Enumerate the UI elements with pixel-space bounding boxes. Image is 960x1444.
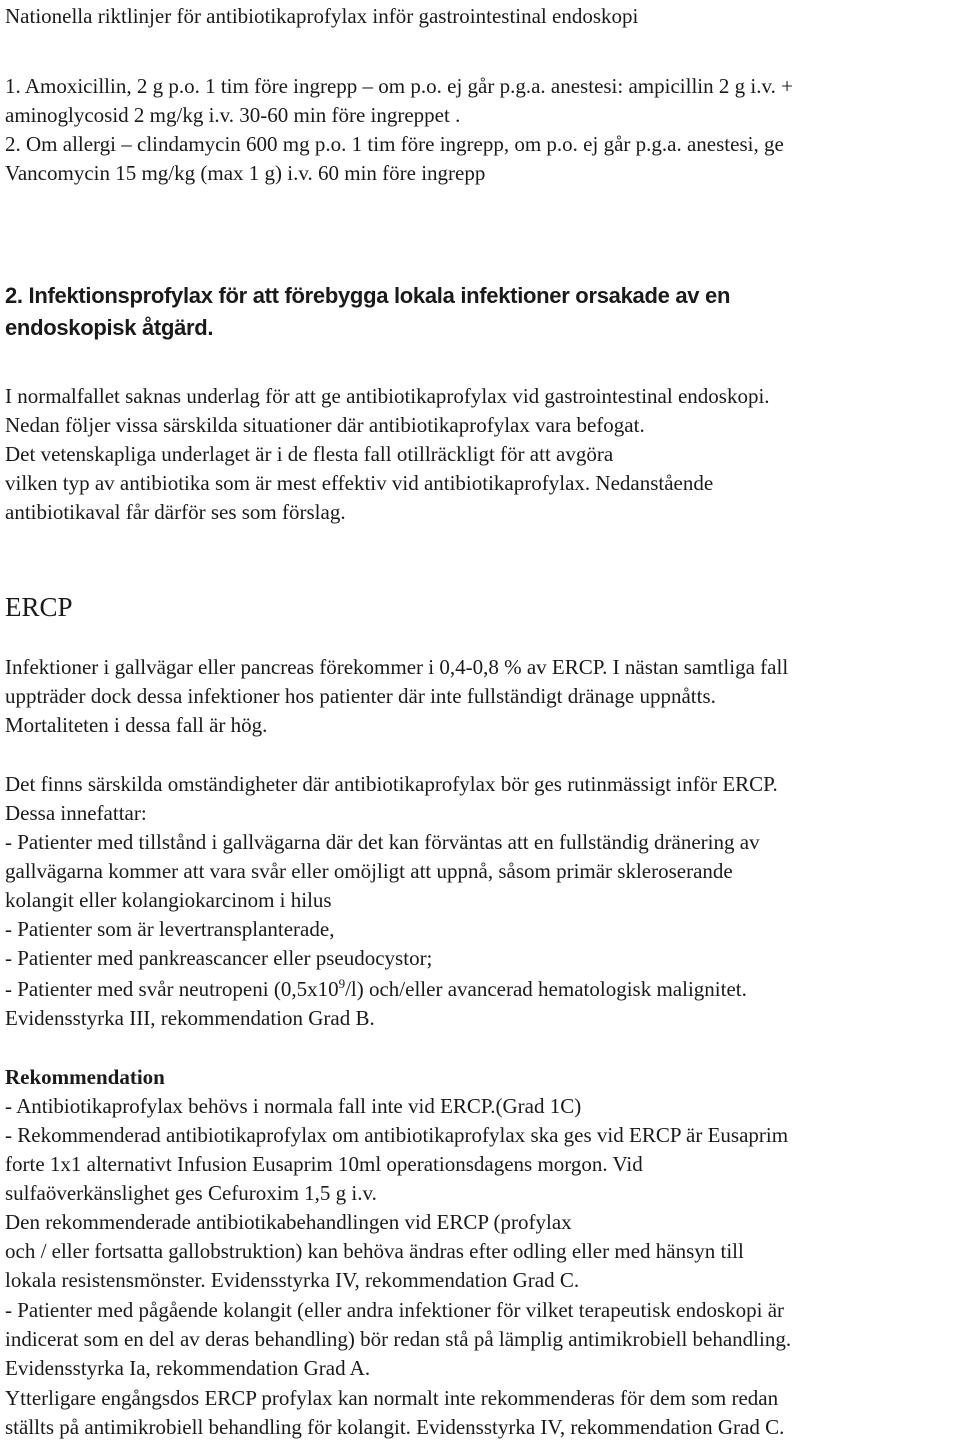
ercp-neutropenia-line bbox=[5, 975, 747, 1003]
recommendation-line-7: lokala resistensmönster. Evidensstyrka IV, rekommendation Grad C. bbox=[5, 1268, 580, 1292]
ercp-heading: ERCP bbox=[5, 592, 73, 622]
section-2-heading-line-2: endoskopisk åtgärd. bbox=[5, 315, 214, 340]
ercp-intro-line-2: uppträder dock dessa infektioner hos patienter där inte fullständigt dränage uppnåtts. bbox=[5, 684, 716, 708]
recommendation-line-12: ställts på antimikrobiell behandling för kolangit. Evidensstyrka IV, rekommendation Grad C. bbox=[5, 1415, 785, 1439]
recommendation-line-6: och / eller fortsatta gallobstruktion) kan behöva ändras efter odling eller med hänsyn till bbox=[5, 1239, 744, 1263]
recommendation-line-1: - Antibiotikaprofylax behövs i normala fall inte vid ERCP.(Grad 1C) bbox=[5, 1094, 582, 1118]
recommendation-line-10: Evidensstyrka Ia, rekommendation Grad A. bbox=[5, 1356, 371, 1380]
ercp-circumstance-line-3: - Patienter med tillstånd i gallvägarna där det kan förväntas att en fullständig dränering av bbox=[5, 830, 760, 854]
recommendation-line-2: - Rekommenderad antibiotikaprofylax om antibiotikaprofylax ska ges vid ERCP är Eusaprim bbox=[5, 1123, 789, 1147]
recommendation-line-11: Ytterligare engångsdos ERCP profylax kan normalt inte rekommenderas för dem som redan bbox=[5, 1386, 779, 1410]
neutropenia-text-after: /l) och/eller avancerad hematologisk malignitet. bbox=[345, 977, 747, 1001]
recommendation-line-8: - Patienter med pågående kolangit (eller andra infektioner för vilket terapeutisk endoskopi är bbox=[5, 1298, 785, 1322]
ercp-circumstance-line-1: Det finns särskilda omständigheter där antibiotikaprofylax bör ges rutinmässigt inför ERCP. bbox=[5, 772, 778, 796]
neutropenia-text-before: - Patienter med svår neutropeni (0,5x10 bbox=[5, 977, 339, 1001]
recommendation-heading: Rekommendation bbox=[5, 1065, 165, 1089]
ercp-intro-line-1: Infektioner i gallvägar eller pancreas förekommer i 0,4-0,8 % av ERCP. I nästan samtliga fall bbox=[5, 655, 789, 679]
ercp-circumstance-line-7: - Patienter med pankreascancer eller pseudocystor; bbox=[5, 946, 433, 970]
ercp-circumstance-line-2: Dessa innefattar: bbox=[5, 801, 147, 825]
recommendation-line-5: Den rekommenderade antibiotikabehandlingen vid ERCP (profylax bbox=[5, 1210, 572, 1234]
section-2-text-line-1: I normalfallet saknas underlag för att ge antibiotikaprofylax vid gastrointestinal endoskopi. bbox=[5, 384, 770, 408]
section-2-text-line-5: antibiotikaval får därför ses som förslag. bbox=[5, 500, 346, 524]
recommendation-line-4: sulfaöverkänslighet ges Cefuroxim 1,5 g i.v. bbox=[5, 1181, 377, 1205]
list-item-2-line-2: Vancomycin 15 mg/kg (max 1 g) i.v. 60 min före ingrepp bbox=[5, 161, 486, 185]
list-item-2-line-1: 2. Om allergi – clindamycin 600 mg p.o. 1 tim före ingrepp, om p.o. ej går p.g.a. anestesi, ge bbox=[5, 132, 784, 156]
list-item-1-line-1: 1. Amoxicillin, 2 g p.o. 1 tim före ingrepp – om p.o. ej går p.g.a. anestesi: ampicillin 2 g i.v. + bbox=[5, 74, 793, 98]
section-2-heading-line-1: 2. Infektionsprofylax för att förebygga lokala infektioner orsakade av en bbox=[5, 283, 731, 308]
ercp-circumstance-line-4: gallvägarna kommer att vara svår eller omöjligt att uppnå, såsom primär skleroserande bbox=[5, 859, 733, 883]
section-2-text-line-4: vilken typ av antibiotika som är mest effektiv vid antibiotikaprofylax. Nedanstående bbox=[5, 471, 714, 495]
neutropenia-exponent: 9 bbox=[338, 976, 346, 991]
ercp-circumstance-line-5: kolangit eller kolangiokarcinom i hilus bbox=[5, 888, 332, 912]
recommendation-line-3: forte 1x1 alternativt Infusion Eusaprim 10ml operationsdagens morgon. Vid bbox=[5, 1152, 643, 1176]
ercp-intro-line-3: Mortaliteten i dessa fall är hög. bbox=[5, 713, 268, 737]
list-item-1-line-2: aminoglycosid 2 mg/kg i.v. 30-60 min före ingreppet . bbox=[5, 103, 461, 127]
recommendation-line-9: indicerat som en del av deras behandling) bör redan stå på lämplig antimikrobiell behandling. bbox=[5, 1327, 792, 1351]
document-title: Nationella riktlinjer för antibiotikaprofylax inför gastrointestinal endoskopi bbox=[5, 4, 639, 28]
section-2-text-line-2: Nedan följer vissa särskilda situationer där antibiotikaprofylax vara befogat. bbox=[5, 413, 645, 437]
section-2-text-line-3: Det vetenskapliga underlaget är i de flesta fall otillräckligt för att avgöra bbox=[5, 442, 614, 466]
ercp-circumstance-line-6: - Patienter som är levertransplanterade, bbox=[5, 917, 335, 941]
ercp-evidence-line: Evidensstyrka III, rekommendation Grad B. bbox=[5, 1006, 375, 1030]
